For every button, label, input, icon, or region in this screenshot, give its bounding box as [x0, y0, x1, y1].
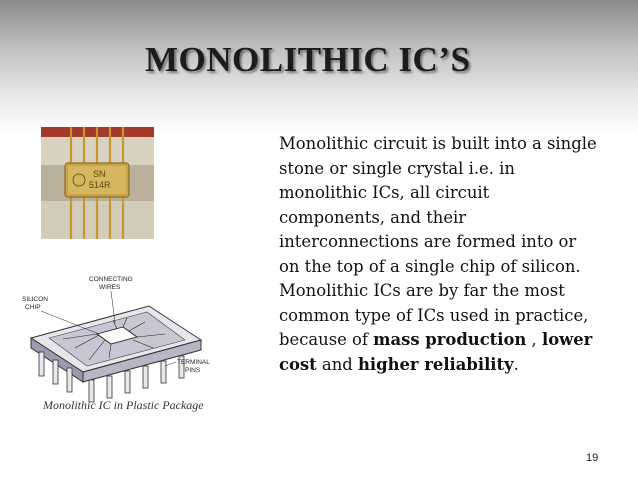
- bold-lower-cost: lower cost: [279, 330, 593, 374]
- ic-package-photo: [41, 127, 154, 239]
- label-connecting: CONNECTING: [89, 276, 133, 283]
- body-end: .: [513, 354, 519, 374]
- body-separator-1: ,: [526, 330, 542, 349]
- chip-marking-line2: 514R: [89, 180, 111, 190]
- bold-mass-production: mass production: [373, 330, 527, 349]
- label-terminal: TERMINAL: [177, 359, 210, 366]
- label-silicon: SILICON: [22, 296, 49, 303]
- label-chip: CHIP: [25, 304, 41, 311]
- monolithic-ic-diagram: [19, 268, 217, 416]
- slide-body-text: [279, 132, 599, 377]
- bold-higher-reliability: higher reliability: [357, 354, 514, 374]
- label-wires: WIRES: [99, 284, 121, 291]
- label-pins: PINS: [185, 367, 201, 374]
- chip-marking-line1: SN: [93, 169, 106, 179]
- diagram-caption: Monolithic IC in Plastic Package: [43, 398, 204, 412]
- slide-title: MONOLITHIC IC’S: [145, 40, 471, 79]
- body-separator-2: and: [316, 354, 358, 374]
- page-number: 19: [586, 452, 599, 464]
- body-text-main: Monolithic circuit is built into a single stone or single crystal i.e. in monolithic ICs, all circuit components, and their interconnections are formed into or on the top of a single chip of silicon. Monolithic ICs are by far the most common type of ICs used in practice, because of: [279, 134, 597, 349]
